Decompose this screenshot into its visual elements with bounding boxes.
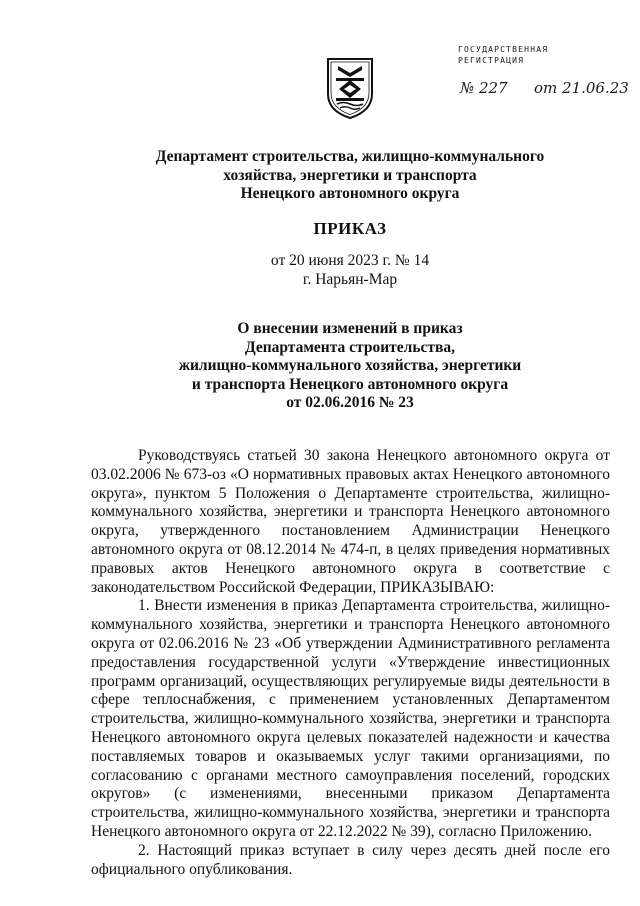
- stamp-registration-date: от 21.06.23: [534, 79, 629, 97]
- subject-line: и транспорта Ненецкого автономного округа: [191, 375, 509, 393]
- document-date-block: [100, 252, 600, 289]
- order-item-2: 2. Настоящий приказ вступает в силу через десять дней после его официального опубликования.: [91, 841, 610, 878]
- document-subject: [100, 320, 600, 413]
- organization-name-line: хозяйства, энергетики и транспорта: [223, 166, 477, 184]
- subject-line: О внесении изменений в приказ: [237, 320, 463, 337]
- coat-of-arms-emblem: [325, 56, 375, 120]
- organization-name-line: Департамент строительства, жилищно-коммунального: [155, 148, 545, 165]
- organization-name: [100, 148, 600, 204]
- subject-line: от 02.06.2016 № 23: [286, 394, 414, 411]
- preamble-paragraph: Руководствуясь статьей 30 закона Ненецкого автономного округа от 03.02.2006 № 673-оз «О нормативных правовых актах Ненецкого автономного округа», пунктом 5 Положения о Департаменте строительства, жилищно-коммунального хозяйства, энергетики и транспорта Ненецкого автономного округа, утвержденного постановлением Администрации Ненецкого автономного округа от 08.12.2014 № 474-п, в целях приведения нормативных правовых актов Ненецкого автономного округа в соответствие с законодательством Российской Федерации, ПРИКАЗЫВАЮ:: [91, 447, 610, 596]
- document-date-number: от 20 июня 2023 г. № 14: [270, 252, 430, 269]
- document-body: [91, 447, 610, 879]
- document-place: г. Нарьян-Мар: [302, 270, 398, 288]
- stamp-title-line2: РЕГИСТРАЦИЯ: [458, 56, 525, 65]
- order-item-1: 1. Внести изменения в приказ Департамента строительства, жилищно-коммунального хозяйства, энергетики и транспорта Ненецкого автономного округа от 02.06.2016 № 23 «Об утверждении Административного регламента предоставления государственной услуги «Утверждение инвестиционных программ организаций, осуществляющих регулируемые виды деятельности в сфере теплоснабжения, с применением установленных Департаментом строительства, жилищно-коммунального хозяйства, энергетики и транспорта Ненецкого автономного округа целевых показателей надежности и качества поставляемых товаров и оказываемых услуг такими организациями, по согласованию с органами местного самоуправления поселений, городских округов» (с изменениями, внесенными приказом Департамента строительства, жилищно-коммунального хозяйства, энергетики и транспорта Ненецкого автономного округа от 22.12.2022 № 39), согласно Приложению.: [91, 597, 610, 840]
- stamp-registration-number: № 227: [460, 79, 508, 97]
- organization-name-line: Ненецкого автономного округа: [240, 185, 460, 202]
- registration-stamp: [458, 44, 628, 104]
- subject-line: жилищно-коммунального хозяйства, энергетики: [178, 357, 522, 374]
- subject-line: Департамента строительства,: [244, 338, 456, 356]
- document-type-title: ПРИКАЗ: [313, 219, 387, 238]
- stamp-title-line1: ГОСУДАРСТВЕННАЯ: [458, 45, 549, 54]
